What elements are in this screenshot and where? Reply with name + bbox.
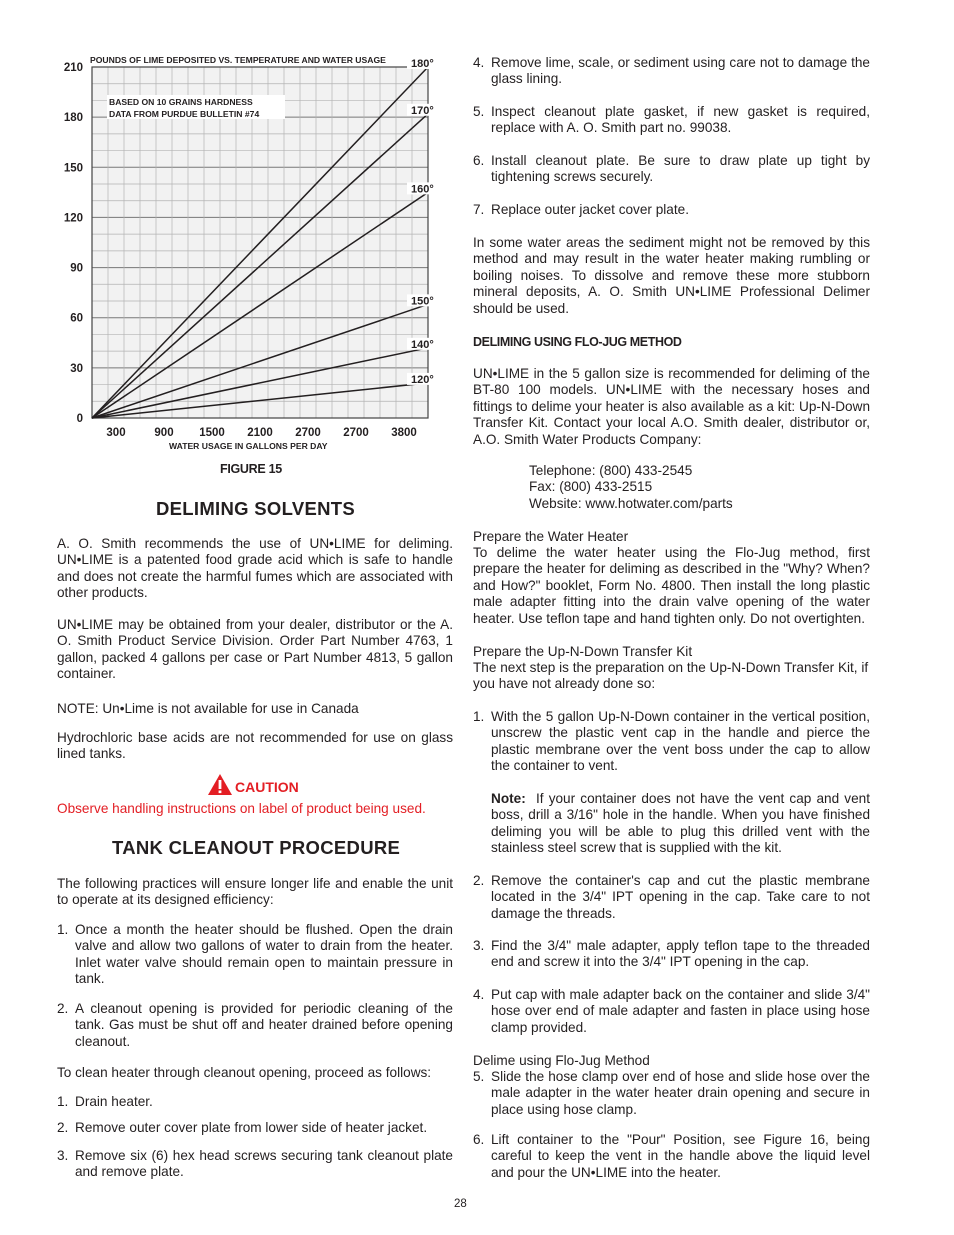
contact-block (529, 463, 829, 512)
x-tick-label: 2700 (343, 427, 369, 439)
tank-cleanout-intro: The following practices will ensure longer life and enable the unit to operate at its designed efficiency: (57, 876, 453, 908)
series-label: 120° (411, 373, 434, 386)
list-text: Slide the hose clamp over end of hose and slide hose over the male adapter in the water heater drain opening and secure in place using hose clamp. (491, 1069, 870, 1117)
cleanout-step-1 (57, 1094, 453, 1110)
prepare-kit-text: The next step is the preparation on the Up-N-Down Transfer Kit, if you have not already done so: (473, 660, 869, 692)
lime-deposit-chart (57, 52, 457, 460)
list-text: Remove outer cover plate from lower side of heater jacket. (75, 1120, 428, 1135)
series-label: 140° (411, 338, 434, 351)
cleanout-proceed-text: To clean heater through cleanout opening, proceed as follows: (57, 1065, 432, 1080)
list-text: Put cap with male adapter back on the container and slide 3/4" hose over end of male adapter and fasten in place using hose clamp provided. (491, 987, 870, 1035)
x-tick-label: 2100 (247, 427, 273, 439)
hydrochloric-warning: Hydrochloric base acids are not recommended for use on glass lined tanks. (57, 730, 453, 762)
x-tick-label: 3800 (391, 427, 417, 439)
list-text: A cleanout opening is provided for periodic cleaning of the tank. Gas must be shut off and heater drained before opening cleanout. (75, 1001, 453, 1049)
chart-annotation: BASED ON 10 GRAINS HARDNESS (109, 97, 253, 107)
list-number: 2. (57, 1001, 69, 1016)
series-label: 150° (411, 295, 434, 308)
list-number: 1. (57, 922, 69, 937)
list-text: Replace outer jacket cover plate. (491, 202, 689, 217)
delime-step-5 (473, 1069, 870, 1118)
kit-note-text: If your container does not have the vent cap and vent boss, drill a 3/16" hole in the handle. When you have finished deliming you will be able to plug this drilled vent with the stainless steel screw that is supplied with the kit. (491, 791, 870, 856)
list-number: 5. (473, 104, 485, 119)
series-label: 160° (411, 183, 434, 196)
list-text: Drain heater. (75, 1094, 153, 1109)
sediment-paragraph: In some water areas the sediment might not be removed by this method and may result in the water heater making rumbling or boiling noises. To dissolve and remove these more stubborn mineral deposits, A. O. Smith UN•LIME Professional Delimer should be used. (473, 235, 870, 316)
x-axis-label: WATER USAGE IN GALLONS PER DAY (169, 441, 328, 451)
cleanout-practice-2 (57, 1001, 453, 1050)
list-text: Install cleanout plate. Be sure to draw plate up tight by tightening screws securely. (491, 153, 870, 185)
caution-label: CAUTION (235, 778, 299, 795)
y-tick-label: 120 (63, 212, 83, 225)
y-tick-label: 150 (63, 162, 83, 175)
figure-15-caption: FIGURE 15 (220, 462, 282, 476)
cleanout-step-7 (473, 202, 870, 218)
series-label: 170° (411, 104, 434, 117)
list-number: 6. (473, 1132, 485, 1147)
cleanout-practice-1 (57, 922, 453, 988)
tank-cleanout-title: TANK CLEANOUT PROCEDURE (112, 837, 401, 858)
x-tick-label: 300 (106, 427, 126, 439)
y-tick-label: 0 (76, 413, 83, 425)
x-tick-label: 900 (154, 427, 174, 439)
list-number: 1. (473, 709, 485, 724)
list-text: Find the 3/4" male adapter, apply teflon tape to the threaded end and screw it into the 3/4" IPT opening in the cap. (491, 938, 870, 970)
list-text: Remove lime, scale, or sediment using care not to damage the glass lining. (491, 55, 870, 87)
y-tick-label: 90 (70, 262, 83, 275)
list-text: Once a month the heater should be flushed. Open the drain valve and allow two gallons of water to drain from the heater. Inlet water valve should remain open to maintain pressure in tank. (75, 922, 453, 987)
caution-heading (207, 773, 299, 796)
x-tick-label: 2700 (295, 427, 321, 439)
flo-jug-heading: DELIMING USING FLO-JUG METHOD (473, 335, 682, 349)
y-tick-label: 210 (63, 62, 83, 74)
cleanout-step-2 (57, 1120, 453, 1136)
list-text: Remove the container's cap and cut the plastic membrane located in the 3/4" IPT opening in the cap. Take care to not damage the threads. (491, 873, 870, 921)
list-number: 1. (57, 1094, 69, 1109)
y-tick-label: 180 (63, 112, 83, 125)
warning-triangle-icon (207, 773, 233, 796)
list-text: Lift container to the "Pour" Position, see Figure 16, being careful to keep the vent in the handle above the liquid level and pour the UN•LIME into the heater. (491, 1132, 870, 1180)
cleanout-step-6 (473, 153, 870, 186)
y-tick-label: 30 (70, 362, 83, 375)
list-number: 2. (57, 1120, 69, 1135)
contact-telephone: Telephone: (800) 433-2545 (529, 463, 693, 478)
kit-step-4 (473, 987, 870, 1036)
list-number: 3. (473, 938, 485, 953)
kit-step-2 (473, 873, 870, 922)
list-number: 4. (473, 55, 485, 70)
list-number: 7. (473, 202, 485, 217)
list-number: 3. (57, 1148, 69, 1163)
chart-annotation: DATA FROM PURDUE BULLETIN #74 (109, 109, 260, 119)
list-number: 5. (473, 1069, 485, 1084)
x-tick-label: 1500 (199, 427, 225, 439)
chart-title: POUNDS OF LIME DEPOSITED VS. TEMPERATURE AND WATER USAGE (90, 55, 386, 65)
y-tick-label: 60 (70, 312, 83, 325)
deliming-solvents-paragraph-2: UN•LIME may be obtained from your dealer, distributor or the A. O. Smith Product Service Division. Order Part Number 4763, 1 gallon, packed 4 gallons per case or Part Number 4813, 5 gallon container. (57, 617, 453, 682)
prepare-heater-title: Prepare the Water Heater (473, 529, 629, 544)
contact-fax: Fax: (800) 433-2515 (529, 479, 653, 495)
kit-step-1 (473, 709, 870, 775)
kit-note (491, 791, 870, 857)
list-number: 2. (473, 873, 485, 888)
prepare-kit-title: Prepare the Up-N-Down Transfer Kit (473, 644, 693, 659)
cleanout-step-4 (473, 55, 870, 88)
kit-note-label: Note: (491, 791, 526, 806)
list-number: 4. (473, 987, 485, 1002)
list-number: 6. (473, 153, 485, 168)
kit-step-3 (473, 938, 870, 971)
prepare-heater-text: To delime the water heater using the Flo-Jug method, first prepare the heater for deliming as described in the "Why? When? and How?" booklet, Form No. 4800. Then install the long plastic male adapter fitting into the drain valve opening of the water heater. Use teflon tape and hand tighten only. Do not overtighten. (473, 545, 870, 626)
contact-website: Website: www.hotwater.com/parts (529, 495, 733, 511)
cleanout-step-5 (473, 104, 870, 137)
deliming-solvents-title: DELIMING SOLVENTS (156, 498, 356, 519)
canada-note: NOTE: Un•Lime is not available for use in Canada (57, 701, 359, 716)
delime-title: Delime using Flo-Jug Method (473, 1053, 650, 1068)
list-text: Remove six (6) hex head screws securing tank cleanout plate and remove plate. (75, 1148, 453, 1180)
list-text: Inspect cleanout plate gasket, if new gasket is required, replace with A. O. Smith part no. 99038. (491, 104, 870, 136)
series-label: 180° (411, 58, 434, 70)
page-number: 28 (454, 1198, 467, 1210)
list-text: With the 5 gallon Up-N-Down container in the vertical position, unscrew the plastic vent cap in the handle and pierce the plastic membrane over the vent boss under the cap to allow the container to vent. (491, 709, 870, 774)
delime-step-6 (473, 1132, 870, 1181)
deliming-solvents-paragraph-1: A. O. Smith recommends the use of UN•LIME for deliming. UN•LIME is a patented food grade acid which is safe to handle and does not create the harmful fumes which are associated with other products. (57, 536, 453, 601)
cleanout-step-3 (57, 1148, 453, 1181)
caution-text: Observe handling instructions on label of product being used. (57, 801, 426, 816)
flo-jug-paragraph: UN•LIME in the 5 gallon size is recommended for deliming of the BT-80 100 models. UN•LIME with the necessary hoses and fittings to delime your heater is also available as a kit: Up-N-Down Transfer Kit. Contact your local A.O. Smith dealer, distributor or, A.O. Smith Water Products Company: (473, 366, 870, 447)
